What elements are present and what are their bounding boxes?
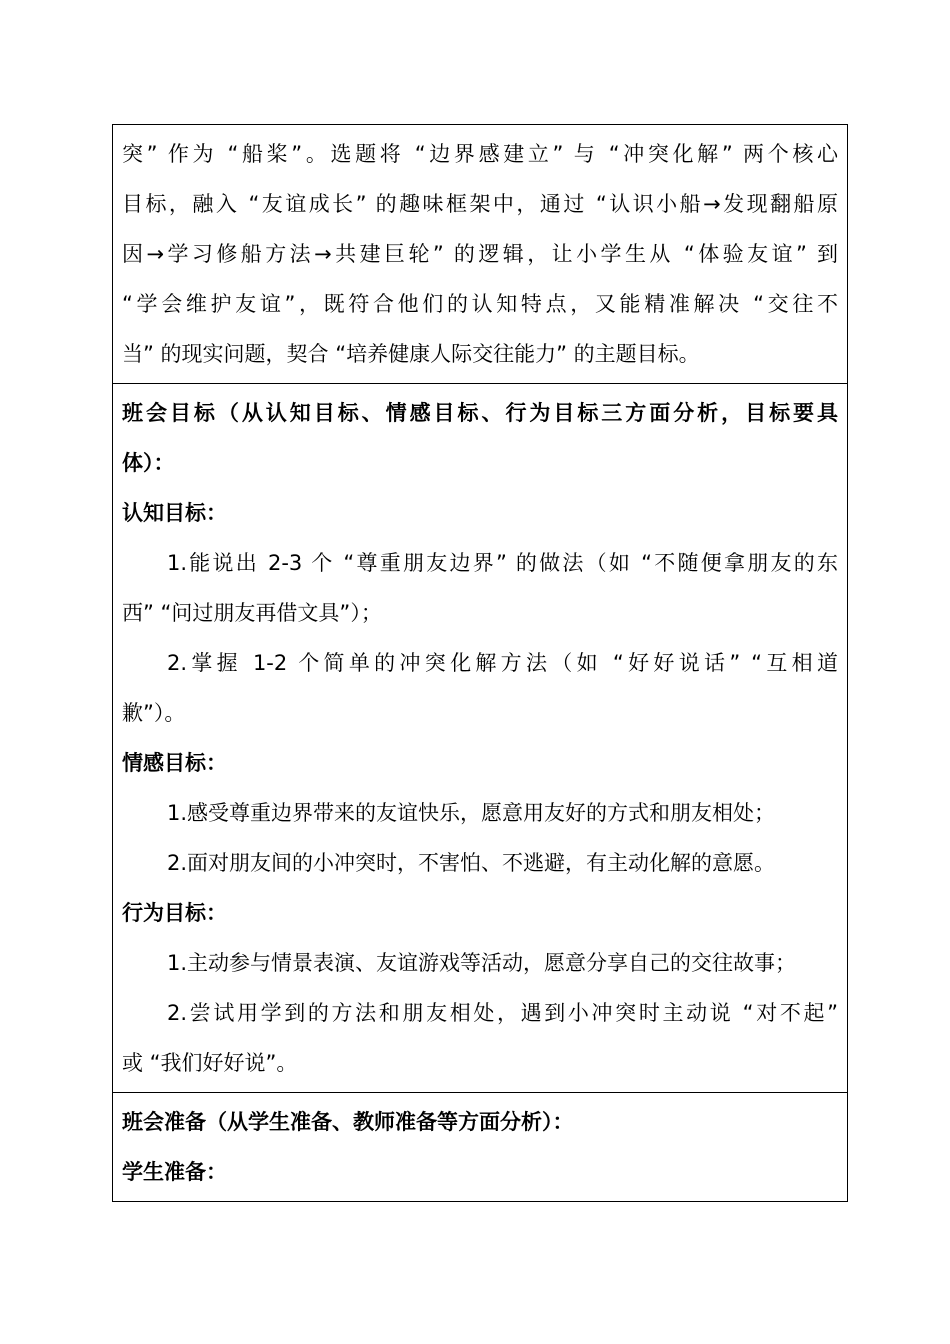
paragraph-line: 目标，融入 “友谊成长” 的趣味框架中，通过 “认识小船→发现翻船原 [122, 192, 838, 216]
table-row [113, 125, 848, 384]
preparation-heading: 班会准备（从学生准备、教师准备等方面分析）： [122, 1110, 574, 1134]
emotional-item-2: 2.面对朋友间的小冲突时，不害怕、不逃避，有主动化解的意愿。 [167, 851, 776, 875]
behavioral-item-2: 2.尝试用学到的方法和朋友相处，遇到小冲突时主动说 “对不起” [167, 1001, 838, 1025]
behavioral-item-2-cont: 或 “我们好好说”。 [122, 1051, 298, 1075]
goals-cell [113, 384, 848, 1093]
emotional-title: 情感目标： [122, 751, 227, 775]
paragraph-line: 突” 作为 “船桨”。选题将 “边界感建立” 与 “冲突化解” 两个核心 [122, 142, 838, 166]
table-row [113, 384, 848, 1093]
paragraph-line: 因→学习修船方法→共建巨轮” 的逻辑，让小学生从 “体验友谊” 到 [122, 242, 838, 266]
cognitive-item-2: 2.掌握 1-2 个简单的冲突化解方法（如 “好好说话” “互相道 [167, 651, 838, 675]
topic-rationale-cell [113, 125, 848, 384]
paragraph-line: 当” 的现实问题，契合 “培养健康人际交往能力” 的主题目标。 [122, 342, 700, 366]
goals-heading: 班会目标（从认知目标、情感目标、行为目标三方面分析，目标要具 [122, 401, 838, 425]
plan-table [112, 124, 848, 1202]
cognitive-item-2-cont: 歉”）。 [122, 701, 186, 725]
emotional-item-1: 1.感受尊重边界带来的友谊快乐，愿意用友好的方式和朋友相处； [167, 801, 776, 825]
behavioral-item-1: 1.主动参与情景表演、友谊游戏等活动，愿意分享自己的交往故事； [167, 951, 797, 975]
cognitive-item-1: 1.能说出 2-3 个 “尊重朋友边界” 的做法（如 “不随便拿朋友的东 [167, 551, 838, 575]
goals-heading-cont: 体）： [122, 451, 175, 475]
cognitive-title: 认知目标： [122, 501, 227, 525]
student-prep-title: 学生准备： [122, 1160, 227, 1184]
behavioral-title: 行为目标： [122, 901, 227, 925]
cognitive-item-1-cont: 西” “问过朋友再借文具”）； [122, 601, 382, 625]
paragraph-line: “学会维护友谊”，既符合他们的认知特点，又能精准解决 “交往不 [122, 292, 838, 316]
table-row [113, 1093, 848, 1202]
preparation-cell [113, 1093, 848, 1202]
